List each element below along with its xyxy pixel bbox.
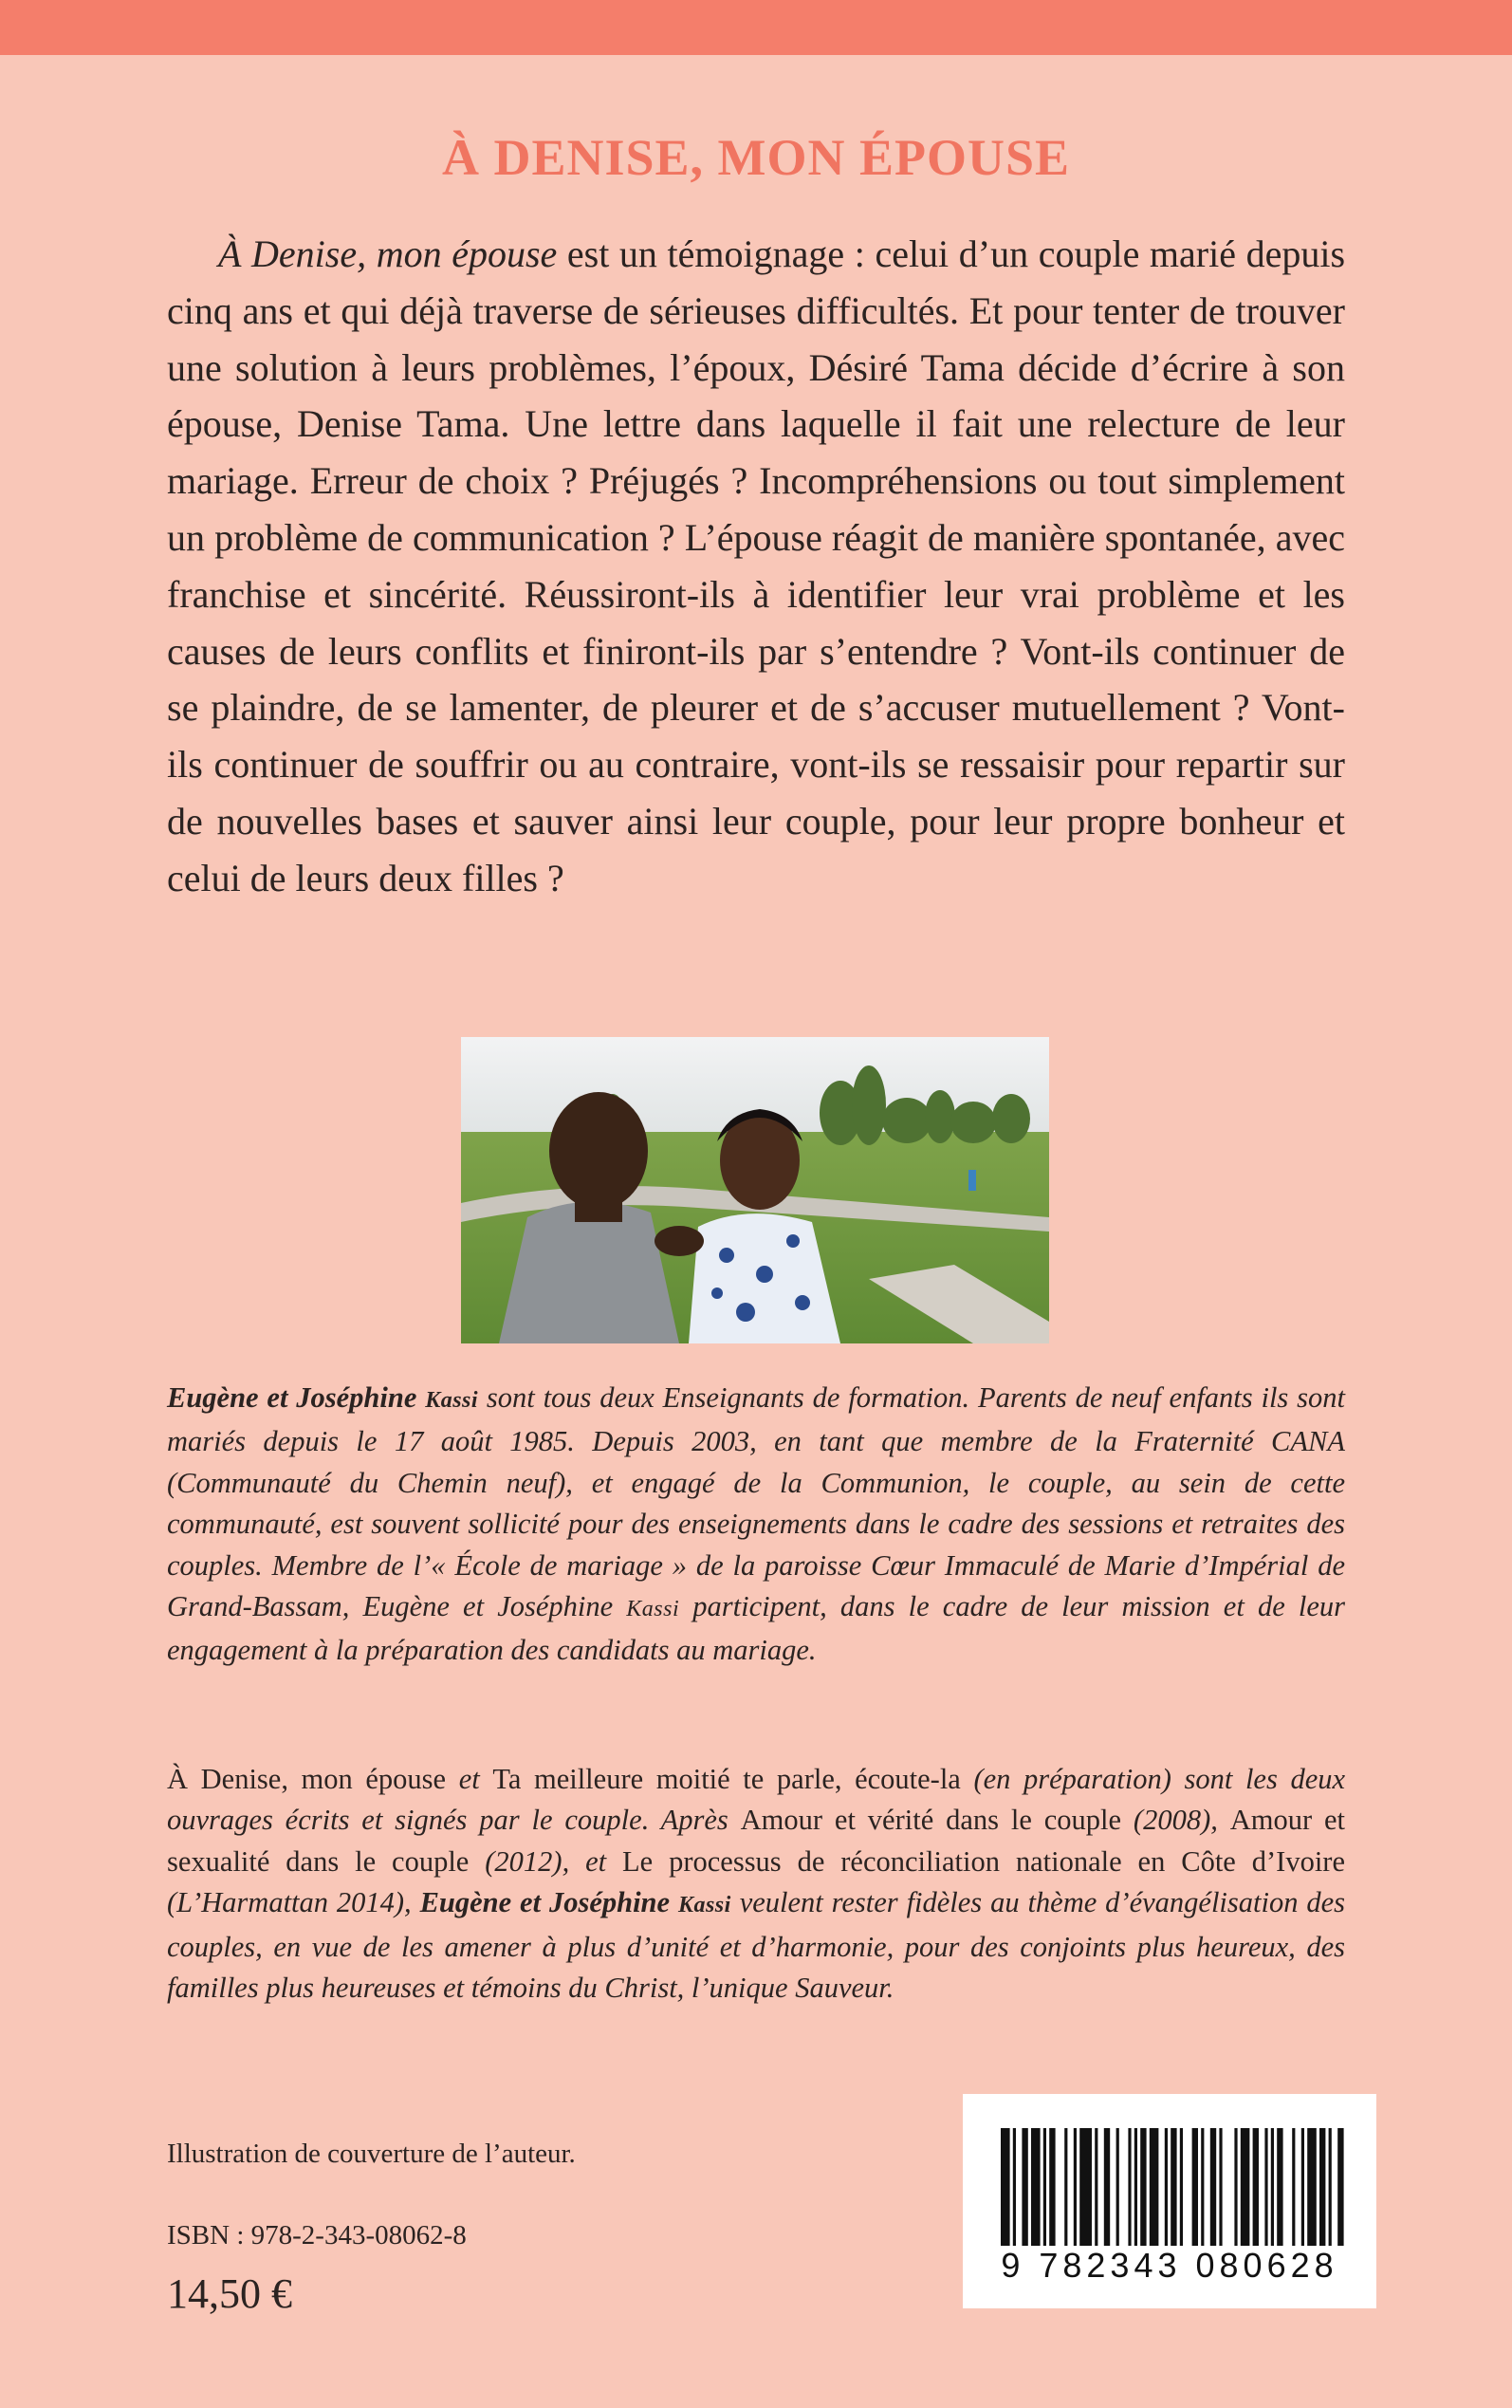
- barcode-bar: [1104, 2128, 1110, 2246]
- bio-text-2: participent, dans le cadre de leur mission et de leur engagement à la préparation des candidats au mariage.: [167, 1590, 1345, 1667]
- barcode-bar: [1074, 2128, 1077, 2246]
- work-title-2: Ta meilleure moitié te parle, écoute-la: [492, 1763, 961, 1795]
- isbn-text: ISBN : 978-2-343-08062-8: [167, 2220, 467, 2251]
- barcode-bar: [1219, 2128, 1222, 2246]
- other-works: [167, 1759, 1345, 2009]
- barcode-bar: [1095, 2128, 1097, 2246]
- barcode-bar: [1013, 2128, 1016, 2246]
- works-text-3: (2008),: [1121, 1804, 1230, 1837]
- photo-illustration: [461, 1037, 1049, 1343]
- barcode-bar: [1064, 2128, 1067, 2246]
- barcode-bar: [1337, 2128, 1343, 2246]
- barcode-bar: [1079, 2128, 1092, 2246]
- barcode-bar: [1001, 2128, 1010, 2246]
- barcode-bar: [1180, 2128, 1183, 2246]
- barcode-bar: [1165, 2128, 1168, 2246]
- works-author-names: Eugène et Joséphine: [419, 1886, 678, 1919]
- author-biography: [167, 1378, 1345, 1672]
- barcode-bar: [1234, 2128, 1237, 2246]
- bio-text: sont tous deux Enseignants de formation. Parents de neuf enfants ils sont mariés depuis le 17 août 1985. Depuis 2003, en tant que membre de la Fraternité CANA (Communauté du Chemin neuf), et engagé de la Communion, le couple, au sein de cette communauté, est souvent sollicité pour des enseignements dans le cadre des sessions et retraites des couples. Membre de l’« École de mariage » de la paroisse Cœur Immaculé de Marie d’Impérial de Grand-Bassam, Eugène et Joséphine: [167, 1381, 1345, 1623]
- bio-author-surname-2: Kassi: [626, 1597, 680, 1622]
- works-text-1: et: [446, 1763, 493, 1795]
- bio-author-names: Eugène et Joséphine: [167, 1381, 426, 1414]
- barcode-bar: [1140, 2128, 1146, 2246]
- barcode-bars: [963, 2094, 1376, 2251]
- barcode-bar: [1319, 2128, 1325, 2246]
- barcode-bar: [1022, 2128, 1027, 2246]
- barcode: [963, 2094, 1376, 2308]
- works-text-6: veulent rester fidèles au thème d’évangélisation des couples, en vue de les amener à plus d’unité et d’harmonie, pour des conjoints plus heureux, des familles plus heureuses et témoins du Christ, l’unique Sauveur.: [167, 1886, 1346, 2005]
- top-color-band: [0, 0, 1512, 55]
- barcode-bar: [1134, 2128, 1137, 2246]
- barcode-bar: [1264, 2128, 1267, 2246]
- barcode-bar: [1307, 2128, 1317, 2246]
- bio-author-surname: Kassi: [425, 1388, 479, 1413]
- barcode-bar: [1150, 2128, 1159, 2246]
- illustration-credit: Illustration de couverture de l’auteur.: [167, 2139, 576, 2169]
- barcode-bar: [1031, 2128, 1041, 2246]
- barcode-bar: [1116, 2128, 1119, 2246]
- barcode-bar: [1329, 2128, 1332, 2246]
- price-text: 14,50 €: [167, 2270, 292, 2317]
- barcode-bar: [1292, 2128, 1295, 2246]
- work-title-5: Le processus de réconciliation nationale en Côte d’Ivoire: [622, 1844, 1345, 1878]
- works-author-surname: Kassi: [677, 1893, 731, 1918]
- barcode-bar: [1043, 2128, 1046, 2246]
- works-text-4: (2012), et: [469, 1844, 623, 1878]
- barcode-bar: [1171, 2128, 1176, 2246]
- barcode-bar: [1049, 2128, 1055, 2246]
- book-summary: [167, 226, 1345, 907]
- works-text-5: (L’Harmattan 2014),: [167, 1886, 420, 1919]
- barcode-digits: 9 782343 080628: [1001, 2246, 1338, 2285]
- barcode-bar: [1241, 2128, 1250, 2246]
- summary-text: est un témoignage : celui d’un couple marié depuis cinq ans et qui déjà traverse de sérieuses difficultés. Et pour tenter de trouver une solution à leurs problèmes, l’époux, Désiré Tama décide d’écrire à son épouse, Denise Tama. Une lettre dans laquelle il fait une relecture de leur mariage. Erreur de choix ? Préjugés ? Incompréhensions ou tout simplement un problème de communication ? L’épouse réagit de manière spontanée, avec franchise et sincérité. Réussiront-ils à identifier leur vrai problème et les causes de leurs conflits et finiront-ils par s’entendre ? Vont-ils continuer de se plaindre, de se lamenter, de pleurer et de s’accuser mutuellement ? Vont-ils continuer de souffrir ou au contraire, vont-ils se ressaisir pour repartir sur de nouvelles bases et sauver ainsi leur couple, pour leur propre bonheur et celui de leurs deux filles ?: [167, 232, 1346, 899]
- work-title-1: À Denise, mon épouse: [167, 1763, 447, 1795]
- barcode-bar: [1201, 2128, 1204, 2246]
- barcode-bar: [1210, 2128, 1216, 2246]
- barcode-bar: [1277, 2128, 1282, 2246]
- barcode-bar: [1253, 2128, 1259, 2246]
- work-title-4: Amour et sexualité dans le couple: [167, 1804, 1345, 1878]
- barcode-bar: [1192, 2128, 1198, 2246]
- barcode-bar: [1301, 2128, 1304, 2246]
- barcode-bar: [1128, 2128, 1131, 2246]
- author-couple-photo: [461, 1037, 1049, 1343]
- works-text-2: (en préparation) sont les deux ouvrages écrits et signés par le couple. Après: [167, 1763, 1346, 1837]
- book-title: À DENISE, MON ÉPOUSE: [441, 129, 1071, 186]
- work-title-3: Amour et vérité dans le couple: [740, 1804, 1122, 1837]
- barcode-bar: [1271, 2128, 1274, 2246]
- summary-intro-title: À Denise, mon épouse: [218, 232, 558, 275]
